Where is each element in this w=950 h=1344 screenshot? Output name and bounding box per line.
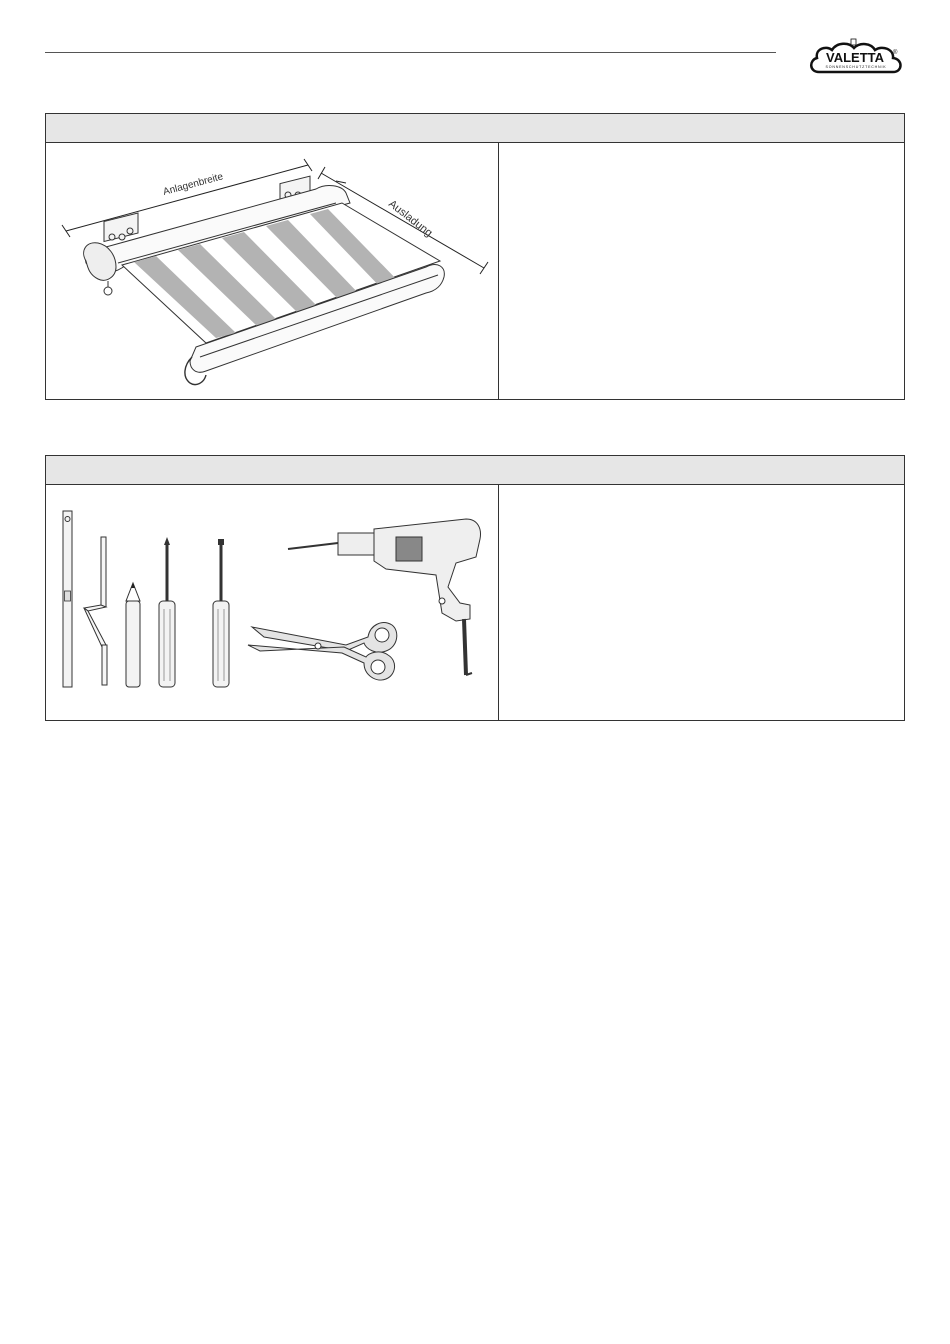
valetta-logo bbox=[807, 36, 907, 76]
spirit-level-icon bbox=[63, 511, 72, 687]
awning-dimensions-section bbox=[45, 113, 905, 400]
logo-tagline: SONNENSCHUTZTECHNIK bbox=[825, 65, 887, 69]
cloud-logo-icon bbox=[807, 36, 907, 76]
awning-figure-cell bbox=[46, 143, 499, 400]
section-heading bbox=[46, 456, 904, 485]
folding-rule-icon bbox=[84, 537, 107, 685]
section-note bbox=[499, 485, 904, 721]
pencil-icon bbox=[126, 583, 140, 687]
tools-figure-cell bbox=[46, 485, 499, 721]
logo-brand: VALETTA bbox=[825, 50, 885, 65]
wrench-icon bbox=[248, 623, 397, 680]
label-width: Anlagenbreite bbox=[161, 171, 225, 198]
phillips-screwdriver-icon bbox=[159, 537, 175, 687]
section-heading bbox=[46, 114, 904, 143]
flat-screwdriver-icon bbox=[213, 539, 229, 687]
label-projection: Ausladung bbox=[386, 197, 435, 240]
header-rule bbox=[45, 52, 776, 53]
tools-illustration bbox=[46, 485, 498, 720]
tools-section bbox=[45, 455, 905, 721]
logo-registered: ® bbox=[893, 50, 898, 56]
section-note bbox=[499, 143, 904, 400]
awning-diagram bbox=[46, 143, 498, 399]
